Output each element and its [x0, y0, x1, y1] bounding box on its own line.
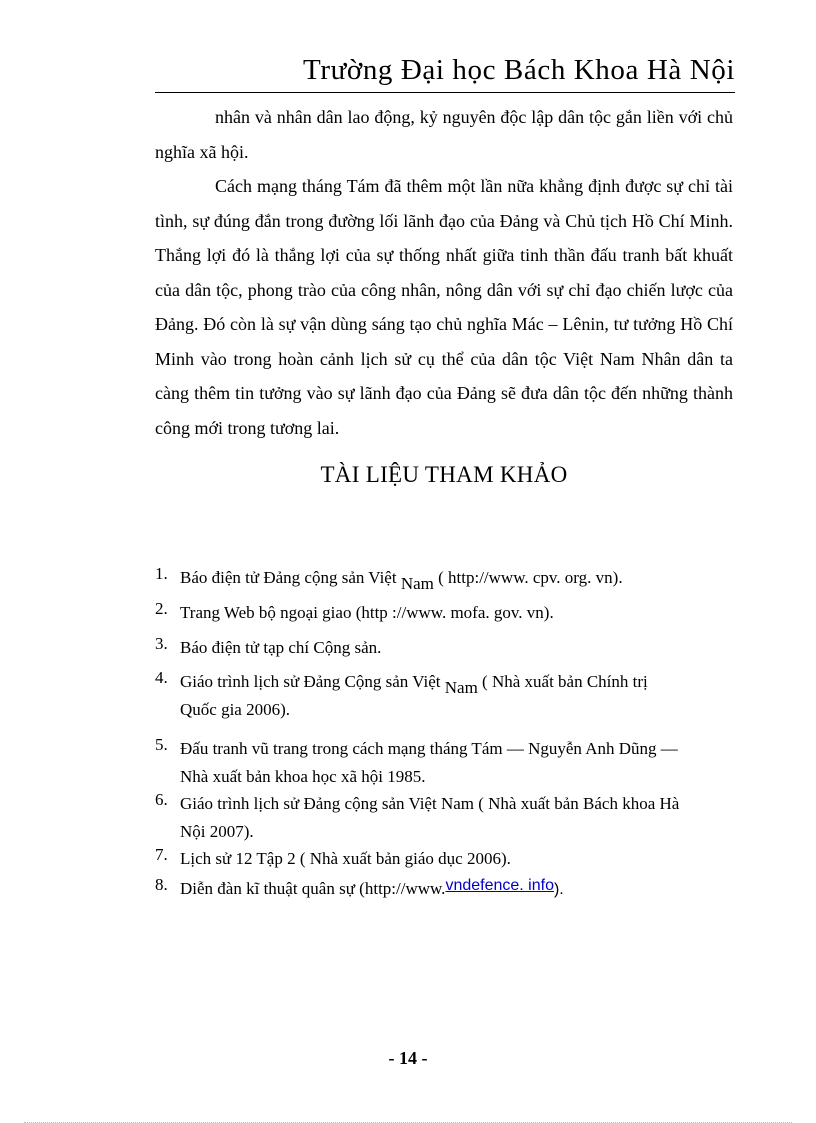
reference-text-end: ( http://www. cpv. org. vn).: [433, 568, 623, 587]
reference-text-sub: Nam: [444, 678, 478, 697]
reference-text-line2: Quốc gia 2006).: [180, 700, 291, 719]
body-text: [155, 100, 733, 445]
page-number: - 14 -: [388, 1048, 428, 1068]
reference-text-line2: Nội 2007).: [180, 822, 254, 841]
reference-text: Báo điện tử Đảng cộng sản Việt: [180, 568, 401, 587]
reference-number: 6.: [155, 790, 168, 809]
reference-text: Giáo trình lịch sử Đảng Cộng sản Việt: [180, 672, 445, 691]
reference-number: 1.: [155, 564, 168, 583]
reference-text: Đấu tranh vũ trang trong cách mạng tháng Tám — Nguyễn Anh Dũng —: [180, 739, 678, 758]
references-heading: TÀI LIỆU THAM KHẢO: [320, 462, 568, 487]
reference-text: Trang Web bộ ngoại giao (http ://www. mofa. gov. vn).: [180, 603, 554, 622]
reference-text-sub: Nam: [400, 574, 434, 593]
reference-text: Diễn đàn kĩ thuật quân sự (http://www.: [180, 879, 446, 898]
paragraph-2: Cách mạng tháng Tám đã thêm một lần nữa khẳng định được sự chỉ tài tình, sự đúng đắn trong đường lối lãnh đạo của Đảng và Chủ tịch Hồ Chí Minh. Thắng lợi đó là thắng lợi của sự thống nhất giữa tinh thần đấu tranh bất khuất của dân tộc, phong trào của công nhân, nông dân với sự chỉ đạo chiến lược của Đảng. Đó còn là sự vận dùng sáng tạo chủ nghĩa Mác – Lênin, tư tưởng Hồ Chí Minh vào trong hoàn cảnh lịch sử cụ thể của dân tộc Việt Nam Nhân dân ta càng thêm tin tưởng vào sự lãnh đạo của Đảng sẽ đưa dân tộc đến những thành công mới trong tương lai.: [155, 176, 733, 438]
paragraph-1: nhân và nhân dân lao động, kỷ nguyên độc lập dân tộc gắn liền với chủ nghĩa xã hội.: [155, 107, 733, 162]
reference-number: 5.: [155, 735, 168, 754]
reference-number: 4.: [155, 668, 168, 687]
header-title: Trường Đại học Bách Khoa Hà Nội: [303, 54, 735, 86]
reference-text: Báo điện tử tạp chí Cộng sản.: [180, 638, 382, 657]
reference-number: 2.: [155, 599, 168, 618]
reference-text: Lịch sử 12 Tập 2 ( Nhà xuất bản giáo dục 2006).: [180, 849, 511, 868]
reference-text-end: ).: [553, 881, 564, 898]
reference-number: 3.: [155, 634, 168, 653]
reference-text-line2: Nhà xuất bản khoa học xã hội 1985.: [180, 767, 426, 786]
reference-text-end: ( Nhà xuất bản Chính trị: [477, 672, 648, 691]
page-header: [155, 54, 735, 93]
reference-text: Giáo trình lịch sử Đảng cộng sản Việt Nam ( Nhà xuất bản Bách khoa Hà: [180, 794, 680, 813]
reference-number: 7.: [155, 845, 168, 864]
reference-link[interactable]: vndefence. info: [445, 877, 554, 894]
reference-number: 8.: [155, 875, 168, 894]
